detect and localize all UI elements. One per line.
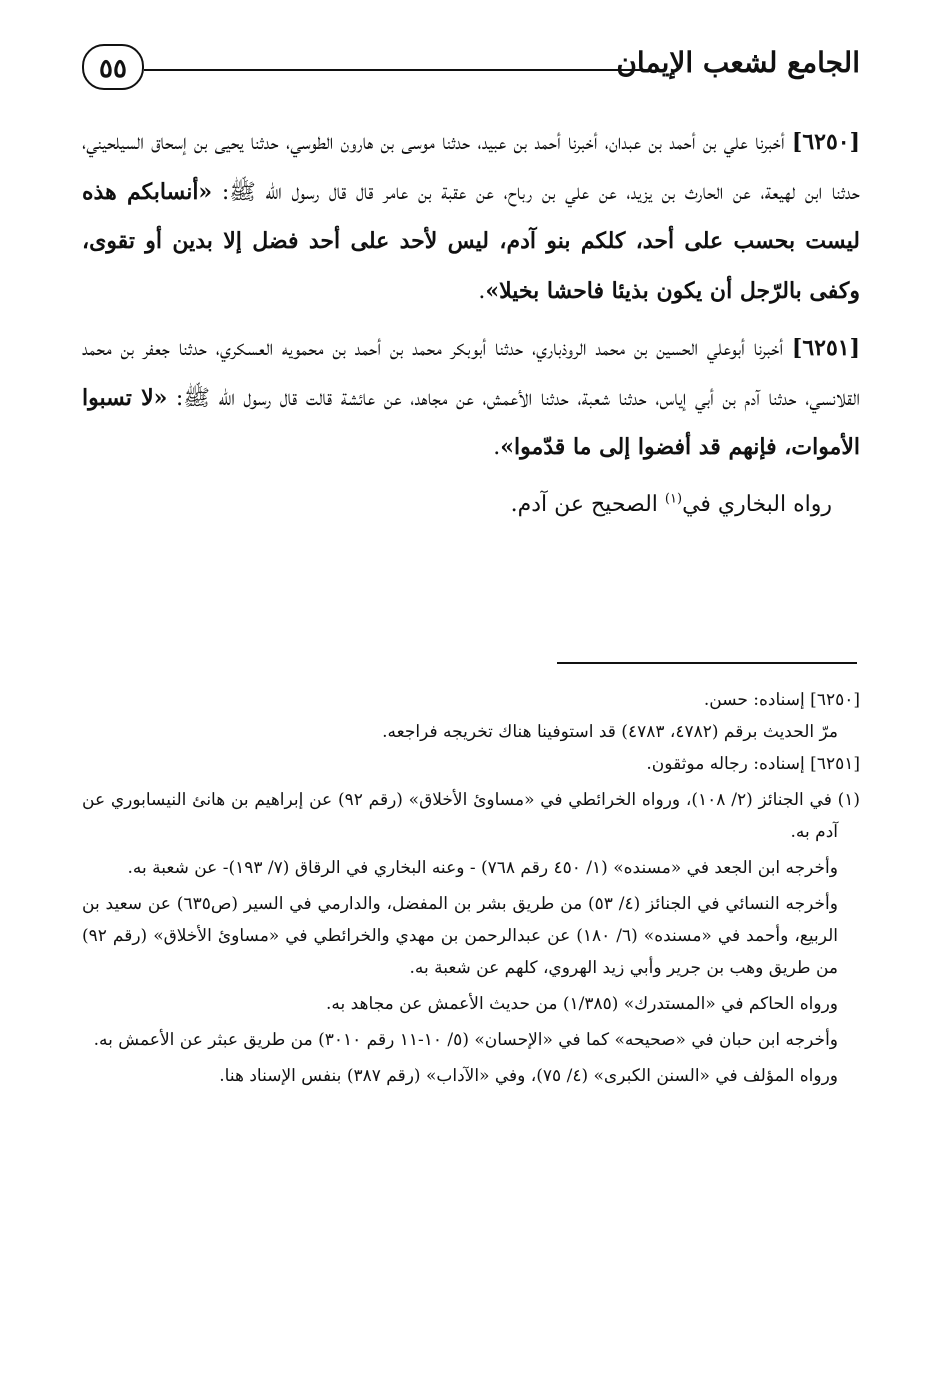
hadith-end: . xyxy=(478,278,486,304)
riwaya-after: الصحيح عن آدم. xyxy=(510,491,658,517)
footnote-1-author: ورواه المؤلف في «السنن الكبرى» (٤/ ٧٥)، وفي «الآداب» (رقم ٣٨٧) بنفس الإسناد هنا. xyxy=(219,1066,838,1086)
book-title: الجامع لشعب الإيمان xyxy=(616,46,860,79)
page-number: ٥٥ xyxy=(82,44,144,90)
footnote-1-nasai: وأخرجه النسائي في الجنائز (٤/ ٥٣) من طريق بشر بن المفضل، والدارمي في السير (ص٦٣٥) عن سعيد بن الربيع، وأحمد في «مسنده» (٦/ ١٨٠) عن عبدالرحمن بن مهدي والخرائطي في «مساوئ الأخلاق» (رقم ٩٢) من طريق وهب بن جرير وأبي زيد الهروي، كلهم عن شعبة به. xyxy=(82,894,838,978)
header-rule xyxy=(144,69,650,71)
riwaya-note xyxy=(82,481,860,530)
hadith-isnad: أخبرنا علي بن أحمد بن عبدان، أخبرنا أحمد بن عبيد، حدثنا موسى بن هارون الطوسي، حدثنا يحيى بن إسحاق السيلحيني، حدثنا ابن لهيعة، عن الحارث بن يزيد، عن علي بن رباح، عن عقبة بن عامر قال قال رسول الله ﷺ: xyxy=(82,130,860,205)
footnote-6250-ref: مرّ الحديث برقم (٤٧٨٢، ٤٧٨٣) قد استوفينا هناك تخريجه فراجعه. xyxy=(382,722,838,742)
riwaya-before: رواه البخاري في xyxy=(682,491,832,517)
running-header xyxy=(80,40,860,96)
hadith-end: . xyxy=(493,435,501,460)
footnote-marker[interactable]: (١) xyxy=(664,491,683,507)
hadith-matn: «أنسابكم هذه ليست بحسب على أحد، كلكم بنو آدم، ليس لأحد على أحد فضل إلا بدين أو تقوى، وكفى بالرّجل أن يكون بذيئا فاحشا بخيلا» xyxy=(82,178,860,304)
hadith-matn: «لا تسبوا الأموات، فإنهم قد أفضوا إلى ما قدّموا» xyxy=(82,384,860,460)
hadith-6251 xyxy=(82,324,860,473)
hadith-isnad: أخبرنا أبوعلي الحسين بن محمد الروذباري، حدثنا أبوبكر محمد بن أحمد بن محمويه العسكري، حدثنا جعفر بن محمد القلانسي، حدثنا آدم بن أبي إياس، حدثنا شعبة، حدثنا الأعمش، عن مجاهد، عن عائشة قالت قال رسول الله ﷺ: xyxy=(82,336,860,411)
main-text xyxy=(82,118,860,529)
hadith-number: [٦٢٥٠] xyxy=(791,129,860,155)
footnote-rule xyxy=(557,662,857,664)
footnote-6250-grade: [٦٢٥٠] إسناده: حسن. xyxy=(703,690,860,710)
footnote-1: (١) في الجنائز (٢/ ١٠٨)، ورواه الخرائطي في «مساوئ الأخلاق» (رقم ٩٢) عن إبراهيم بن هانئ النيسابوري عن آدم به. xyxy=(82,790,861,842)
footnote-6251-grade: [٦٢٥١] إسناده: رجاله موثقون. xyxy=(646,754,860,774)
footnotes xyxy=(82,684,860,1092)
hadith-6250 xyxy=(82,118,860,316)
footnote-1-ibn-jad: وأخرجه ابن الجعد في «مسنده» (١/ ٤٥٠ رقم ٧٦٨) - وعنه البخاري في الرقاق (٧/ ١٩٣)- عن شعبة به. xyxy=(127,858,838,878)
hadith-number: [٦٢٥١] xyxy=(791,335,860,361)
footnote-1-ibn-hibban: وأخرجه ابن حبان في «صحيحه» كما في «الإحسان» (٥/ ١٠-١١ رقم ٣٠١٠) من طريق عبثر عن الأعمش به. xyxy=(93,1030,838,1050)
footnote-1-hakim: ورواه الحاكم في «المستدرك» (١/٣٨٥) من حديث الأعمش عن مجاهد به. xyxy=(325,994,838,1014)
